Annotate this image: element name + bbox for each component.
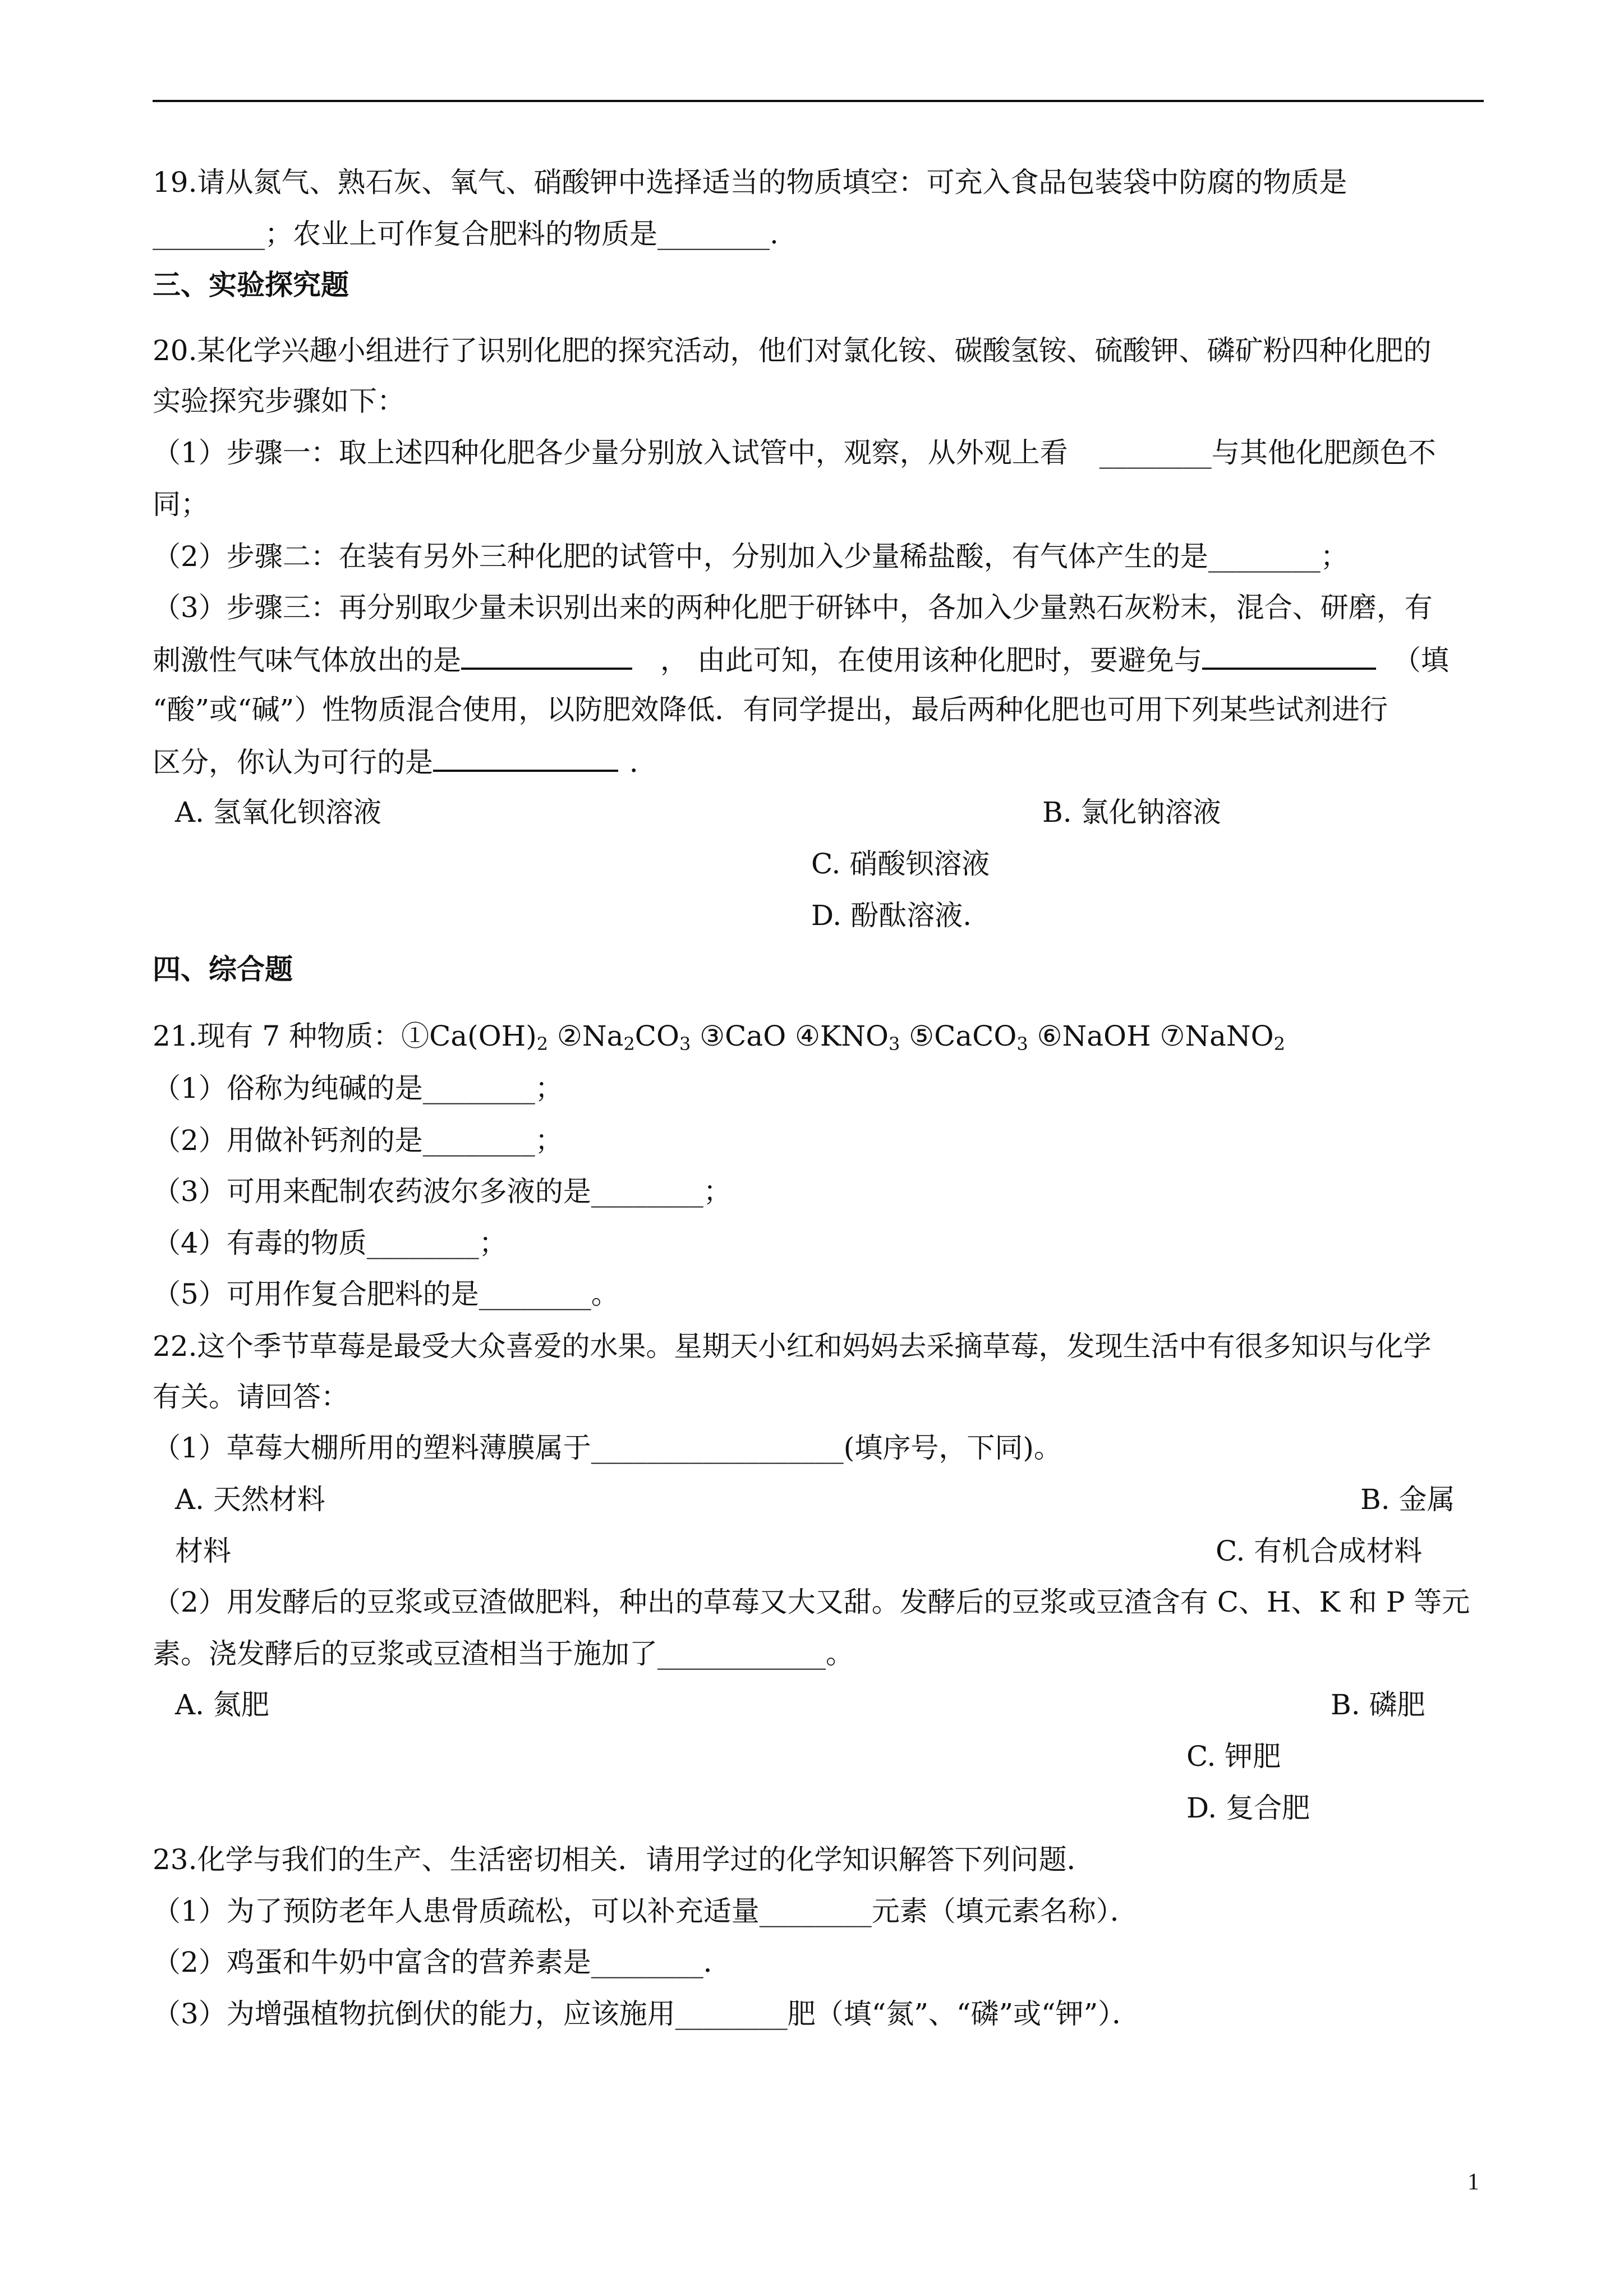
q22-part2-line1: （2）用发酵后的豆浆或豆渣做肥料，种出的草莓又大又甜。发酵后的豆浆或豆渣含有 C、H、K 和 P 等元 xyxy=(153,1586,1470,1618)
q20-option-c[interactable]: C. 硝酸钡溶液 xyxy=(811,848,990,880)
q20-step3-blank1[interactable] xyxy=(461,638,632,670)
q20-step2: （2）步骤二：在装有另外三种化肥的试管中，分别加入少量稀盐酸，有气体产生的是________； xyxy=(153,540,1349,573)
q22-part2-option-c[interactable]: C. 钾肥 xyxy=(1186,1740,1281,1773)
q20-option-d[interactable]: D. 酚酞溶液. xyxy=(811,899,972,932)
q20-step3-text-d: 区分，你认为可行的是 xyxy=(153,746,433,779)
q21-intro-c: CO xyxy=(634,1020,680,1052)
q22-part1-option-c[interactable]: C. 有机合成材料 xyxy=(1216,1535,1423,1567)
q22-part2-option-a[interactable]: A. 氮肥 xyxy=(175,1688,269,1721)
q21-sub6: 2 xyxy=(1273,1033,1286,1055)
q20-step3-text-c: （填 xyxy=(1392,644,1449,677)
q22-line1: 22.这个季节草莓是最受大众喜爱的水果。星期天小红和妈妈去采摘草莓，发现生活中有很多知识与化学 xyxy=(153,1330,1432,1363)
q22-line2: 有关。请回答： xyxy=(153,1381,349,1413)
q22-part2-option-b[interactable]: B. 磷肥 xyxy=(1331,1688,1425,1721)
q21-intro-f: ⑥NaOH ⑦NaNO xyxy=(1028,1020,1274,1052)
q21-sub3: 3 xyxy=(679,1033,691,1055)
q23-part3: （3）为增强植物抗倒伏的能力，应该施用________肥（填“氮”、“磷”或“钾”）． xyxy=(153,1998,1140,2030)
q21-intro-d: ③CaO ④KNO xyxy=(691,1020,889,1052)
q20-step1-text-b: 与其他化肥颜色不 xyxy=(1211,436,1436,469)
q21-intro-b: ②Na xyxy=(548,1020,624,1052)
q20-step3-text-a: 刺激性气味气体放出的是 xyxy=(153,644,461,677)
q23-part2: （2）鸡蛋和牛奶中富含的营养素是________． xyxy=(153,1946,732,1978)
q21-sub4: 3 xyxy=(889,1033,900,1055)
q22-part1-option-b-cont: 材料 xyxy=(175,1535,231,1567)
q21-sub5: 3 xyxy=(1016,1033,1028,1055)
q20-option-a[interactable]: A. 氢氧化钡溶液 xyxy=(175,796,381,829)
q20-step3-line2 xyxy=(153,638,1449,680)
q22-part1: （1）草莓大棚所用的塑料薄膜属于__________________(填序号，下同)。 xyxy=(153,1432,1062,1464)
q21-part1: （1）俗称为纯碱的是________； xyxy=(153,1072,563,1105)
q20-option-b[interactable]: B. 氯化钠溶液 xyxy=(1042,796,1221,829)
q22-part1-option-a[interactable]: A. 天然材料 xyxy=(175,1483,325,1516)
q23-line1: 23.化学与我们的生产、生活密切相关．请用学过的化学知识解答下列问题． xyxy=(153,1843,1095,1876)
q22-part2-line2: 素。浇发酵后的豆浆或豆渣相当于施加了____________。 xyxy=(153,1637,854,1670)
q19-line2: ________；农业上可作复合肥料的物质是________. xyxy=(153,218,779,250)
q20-step3-line1: （3）步骤三：再分别取少量未识别出来的两种化肥于研钵中，各加入少量熟石灰粉末，混合、研磨，有 xyxy=(153,591,1433,624)
q20-step3-line3: “酸”或“碱”）性物质混合使用，以防肥效降低．有同学提出，最后两种化肥也可用下列某些试剂进行 xyxy=(153,693,1388,726)
q20-line1: 20.某化学兴趣小组进行了识别化肥的探究活动，他们对氯化铵、碳酸氢铵、硫酸钾、磷矿粉四种化肥的 xyxy=(153,334,1432,367)
q23-part1: （1）为了预防老年人患骨质疏松，可以补充适量________元素（填元素名称）． xyxy=(153,1895,1138,1927)
q22-part2-option-d[interactable]: D. 复合肥 xyxy=(1186,1792,1310,1824)
q21-intro-e: ⑤CaCO xyxy=(900,1020,1017,1052)
q22-part1-option-b[interactable]: B. 金属 xyxy=(1360,1483,1455,1516)
q21-sub1: 2 xyxy=(536,1033,549,1055)
q20-step1-text-a: （1）步骤一：取上述四种化肥各少量分别放入试管中，观察，从外观上看 xyxy=(153,436,1077,469)
q21-part2: （2）用做补钙剂的是________； xyxy=(153,1124,563,1157)
q20-step3-text-e: ． xyxy=(629,746,657,779)
q21-intro-a: 21.现有 7 种物质：①Ca(OH) xyxy=(153,1020,537,1052)
q20-step3-blank2[interactable] xyxy=(1202,638,1376,670)
q20-step3-blank3[interactable] xyxy=(433,740,618,772)
q20-step3-text-b: ， 由此可知，在使用该种化肥时，要避免与 xyxy=(660,644,1202,677)
header-rule xyxy=(153,100,1484,102)
q21-intro xyxy=(153,1016,1285,1056)
q20-line2: 实验探究步骤如下： xyxy=(153,385,405,417)
page-number: 1 xyxy=(1467,2169,1479,2195)
q21-part4: （4）有毒的物质________； xyxy=(153,1227,507,1259)
q20-step3-line4 xyxy=(153,740,657,782)
q20-step1-blank[interactable]: ________ xyxy=(1099,436,1212,469)
q20-step1 xyxy=(153,433,1436,472)
q21-sub2: 2 xyxy=(623,1033,635,1055)
q19-line1: 19.请从氮气、熟石灰、氧气、硝酸钾中选择适当的物质填空：可充入食品包装袋中防腐的物质是 xyxy=(153,166,1347,199)
section3-title: 三、实验探究题 xyxy=(153,268,349,301)
section4-title: 四、综合题 xyxy=(153,953,293,986)
q20-step1-cont: 同； xyxy=(153,488,209,521)
q21-part5: （5）可用作复合肥料的是________。 xyxy=(153,1278,619,1310)
q21-part3: （3）可用来配制农药波尔多液的是________； xyxy=(153,1175,732,1208)
